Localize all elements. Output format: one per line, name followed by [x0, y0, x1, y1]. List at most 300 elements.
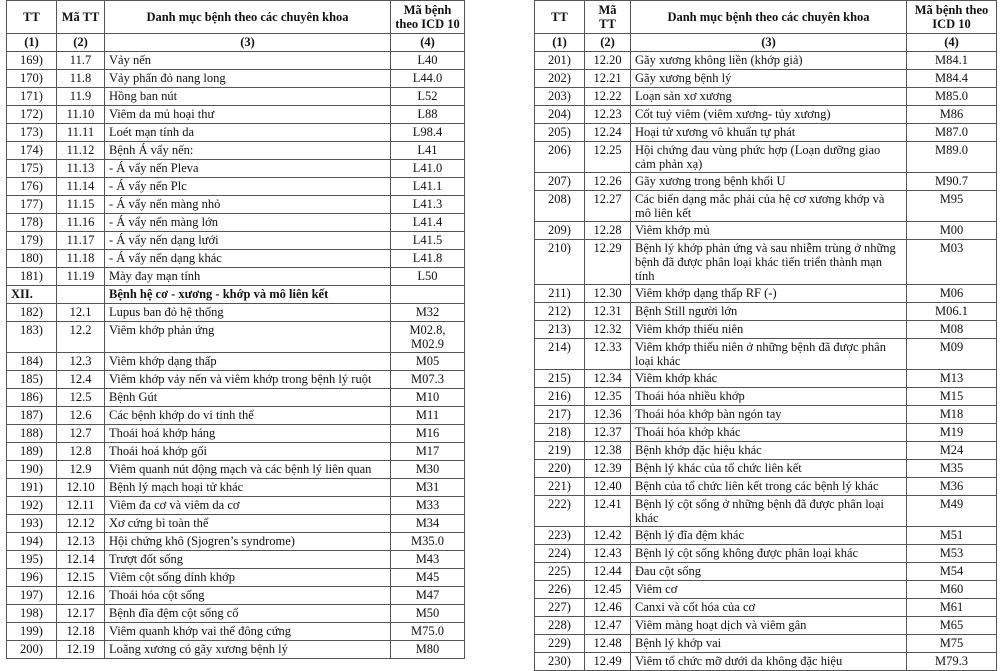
- cell-icd-code: L52: [391, 88, 465, 106]
- cell-ma-tt: 11.7: [57, 52, 105, 70]
- cell-ma-tt: [57, 286, 105, 304]
- cell-tt: 212): [535, 303, 585, 321]
- cell-tt: 201): [535, 52, 585, 70]
- cell-ma-tt: 12.42: [585, 527, 631, 545]
- cell-disease-name: Bệnh lý cột sống ở những bệnh đã được phân loại khác: [631, 496, 907, 527]
- icd-table-right: [534, 0, 997, 671]
- cell-disease-name: Viêm cơ: [631, 581, 907, 599]
- cell-tt: 229): [535, 635, 585, 653]
- cell-icd-code: M06.1: [907, 303, 997, 321]
- cell-tt: 185): [7, 371, 57, 389]
- cell-tt: 193): [7, 515, 57, 533]
- section-row: [7, 286, 465, 304]
- cell-ma-tt: 12.13: [57, 533, 105, 551]
- cell-disease-name: Xơ cứng bì toàn thể: [105, 515, 391, 533]
- cell-icd-code: M89.0: [907, 142, 997, 173]
- cell-tt: 213): [535, 321, 585, 339]
- cell-ma-tt: 12.37: [585, 424, 631, 442]
- cell-icd-code: M36: [907, 478, 997, 496]
- cell-tt: 217): [535, 406, 585, 424]
- cell-ma-tt: 12.2: [57, 322, 105, 353]
- table-row: [535, 52, 997, 70]
- table-row: [535, 460, 997, 478]
- cell-icd-code: M06: [907, 285, 997, 303]
- cell-disease-name: - Á vẩy nến dạng khác: [105, 250, 391, 268]
- cell-ma-tt: 12.25: [585, 142, 631, 173]
- cell-ma-tt: 12.7: [57, 425, 105, 443]
- cell-tt: 189): [7, 443, 57, 461]
- cell-icd-code: M51: [907, 527, 997, 545]
- cell-icd-code: M30: [391, 461, 465, 479]
- table-row: [535, 563, 997, 581]
- cell-disease-name: - Á vẩy nến Pleva: [105, 160, 391, 178]
- cell-tt: 210): [535, 240, 585, 285]
- cell-tt: 223): [535, 527, 585, 545]
- cell-ma-tt: 12.16: [57, 587, 105, 605]
- cell-disease-name: Đau cột sống: [631, 563, 907, 581]
- cell-icd-code: M49: [907, 496, 997, 527]
- cell-icd-code: M79.3: [907, 653, 997, 671]
- cell-tt: 197): [7, 587, 57, 605]
- table-row: [7, 587, 465, 605]
- cell-tt: 196): [7, 569, 57, 587]
- cell-ma-tt: 12.43: [585, 545, 631, 563]
- cell-ma-tt: 12.39: [585, 460, 631, 478]
- cell-ma-tt: 12.41: [585, 496, 631, 527]
- header-ma-benh: Mã bệnh theo ICD 10: [907, 1, 997, 34]
- cell-icd-code: M32: [391, 304, 465, 322]
- cell-disease-name: Viêm quanh nút động mạch và các bệnh lý liên quan: [105, 461, 391, 479]
- cell-disease-name: Các biến dạng mắc phải của hệ cơ xương khớp và mô liên kết: [631, 191, 907, 222]
- cell-icd-code: M17: [391, 443, 465, 461]
- table-row: [7, 479, 465, 497]
- col-num-4: (4): [907, 34, 997, 52]
- cell-tt: 218): [535, 424, 585, 442]
- cell-tt: 211): [535, 285, 585, 303]
- cell-ma-tt: 12.29: [585, 240, 631, 285]
- table-row: [535, 222, 997, 240]
- cell-ma-tt: 12.18: [57, 623, 105, 641]
- cell-tt: 172): [7, 106, 57, 124]
- cell-disease-name: Viêm màng hoạt dịch và viêm gân: [631, 617, 907, 635]
- col-num-2: (2): [57, 34, 105, 52]
- cell-tt: 187): [7, 407, 57, 425]
- cell-disease-name: Vảy phấn đỏ nang long: [105, 70, 391, 88]
- cell-ma-tt: 12.27: [585, 191, 631, 222]
- cell-icd-code: M33: [391, 497, 465, 515]
- col-num-2: (2): [585, 34, 631, 52]
- cell-disease-name: Lupus ban đỏ hệ thống: [105, 304, 391, 322]
- cell-disease-name: Bệnh Á vẩy nến:: [105, 142, 391, 160]
- cell-ma-tt: 11.19: [57, 268, 105, 286]
- cell-icd-code: M34: [391, 515, 465, 533]
- cell-tt: 216): [535, 388, 585, 406]
- header-tt: TT: [535, 1, 585, 34]
- cell-icd-code: M09: [907, 339, 997, 370]
- table-row: [535, 339, 997, 370]
- table-row: [535, 240, 997, 285]
- table-row: [7, 322, 465, 353]
- cell-tt: 221): [535, 478, 585, 496]
- cell-ma-tt: 12.44: [585, 563, 631, 581]
- table-row: [7, 389, 465, 407]
- cell-disease-name: Bệnh lý cột sống không được phân loại khác: [631, 545, 907, 563]
- cell-disease-name: - Á vẩy nến Plc: [105, 178, 391, 196]
- cell-ma-tt: 12.9: [57, 461, 105, 479]
- table-row: [7, 142, 465, 160]
- cell-tt: 184): [7, 353, 57, 371]
- cell-tt: XII.: [7, 286, 57, 304]
- cell-disease-name: Viêm khớp dạng thấp: [105, 353, 391, 371]
- cell-tt: 174): [7, 142, 57, 160]
- cell-tt: 225): [535, 563, 585, 581]
- table-row: [7, 106, 465, 124]
- cell-disease-name: Viêm khớp vảy nến và viêm khớp trong bệnh lý ruột: [105, 371, 391, 389]
- cell-icd-code: M11: [391, 407, 465, 425]
- table-row: [7, 124, 465, 142]
- table-row: [7, 371, 465, 389]
- cell-tt: 181): [7, 268, 57, 286]
- cell-icd-code: M85.0: [907, 88, 997, 106]
- table-row: [7, 304, 465, 322]
- cell-disease-name: Viêm quanh khớp vai thể đông cứng: [105, 623, 391, 641]
- cell-disease-name: Bệnh lý khác của tổ chức liên kết: [631, 460, 907, 478]
- table-row: [7, 178, 465, 196]
- cell-disease-name: Bệnh khớp đặc hiệu khác: [631, 442, 907, 460]
- cell-icd-code: L41.4: [391, 214, 465, 232]
- cell-ma-tt: 11.18: [57, 250, 105, 268]
- cell-disease-name: Thoái hoá khớp háng: [105, 425, 391, 443]
- table-row: [535, 424, 997, 442]
- cell-icd-code: L88: [391, 106, 465, 124]
- cell-disease-name: Viêm da mủ hoại thư: [105, 106, 391, 124]
- cell-ma-tt: 12.49: [585, 653, 631, 671]
- cell-ma-tt: 12.35: [585, 388, 631, 406]
- cell-tt: 190): [7, 461, 57, 479]
- table-row: [535, 173, 997, 191]
- col-num-1: (1): [535, 34, 585, 52]
- cell-tt: 188): [7, 425, 57, 443]
- cell-icd-code: M75.0: [391, 623, 465, 641]
- header-tt: TT: [7, 1, 57, 34]
- cell-ma-tt: 12.46: [585, 599, 631, 617]
- cell-ma-tt: 12.28: [585, 222, 631, 240]
- cell-tt: 202): [535, 70, 585, 88]
- cell-disease-name: Gãy xương bệnh lý: [631, 70, 907, 88]
- cell-tt: 208): [535, 191, 585, 222]
- table-row: [535, 599, 997, 617]
- cell-tt: 194): [7, 533, 57, 551]
- table-row: [535, 406, 997, 424]
- cell-icd-code: M45: [391, 569, 465, 587]
- cell-icd-code: M13: [907, 370, 997, 388]
- cell-tt: 198): [7, 605, 57, 623]
- header-ma-tt: Mã TT: [585, 1, 631, 34]
- cell-disease-name: Vảy nến: [105, 52, 391, 70]
- cell-icd-code: L98.4: [391, 124, 465, 142]
- table-row: [7, 623, 465, 641]
- cell-ma-tt: 12.22: [585, 88, 631, 106]
- cell-ma-tt: 12.45: [585, 581, 631, 599]
- cell-icd-code: L44.0: [391, 70, 465, 88]
- table-row: [7, 250, 465, 268]
- cell-disease-name: Trượt đốt sống: [105, 551, 391, 569]
- table-row: [535, 88, 997, 106]
- cell-icd-code: M86: [907, 106, 997, 124]
- cell-tt: 191): [7, 479, 57, 497]
- cell-ma-tt: 12.1: [57, 304, 105, 322]
- cell-icd-code: M35: [907, 460, 997, 478]
- cell-disease-name: Loãng xương có gãy xương bệnh lý: [105, 641, 391, 659]
- cell-disease-name: Hội chứng khô (Sjogren’s syndrome): [105, 533, 391, 551]
- cell-icd-code: M31: [391, 479, 465, 497]
- cell-icd-code: M50: [391, 605, 465, 623]
- cell-icd-code: M61: [907, 599, 997, 617]
- cell-icd-code: M35.0: [391, 533, 465, 551]
- cell-disease-name: Hoại tử xương vô khuẩn tự phát: [631, 124, 907, 142]
- table-row: [7, 214, 465, 232]
- cell-disease-name: Loạn sản xơ xương: [631, 88, 907, 106]
- cell-disease-name: Gãy xương không liền (khớp giả): [631, 52, 907, 70]
- cell-icd-code: M10: [391, 389, 465, 407]
- cell-ma-tt: 11.8: [57, 70, 105, 88]
- cell-tt: 206): [535, 142, 585, 173]
- cell-ma-tt: 11.14: [57, 178, 105, 196]
- cell-disease-name: - Á vẩy nến màng nhỏ: [105, 196, 391, 214]
- cell-disease-name: Hồng ban nút: [105, 88, 391, 106]
- cell-icd-code: L41.0: [391, 160, 465, 178]
- cell-disease-name: Bệnh Gút: [105, 389, 391, 407]
- cell-tt: 170): [7, 70, 57, 88]
- cell-ma-tt: 11.13: [57, 160, 105, 178]
- cell-ma-tt: 11.17: [57, 232, 105, 250]
- cell-ma-tt: 12.30: [585, 285, 631, 303]
- table-row: [535, 370, 997, 388]
- table-row: [7, 353, 465, 371]
- table-row: [535, 478, 997, 496]
- cell-disease-name: Viêm khớp mủ: [631, 222, 907, 240]
- cell-tt: 203): [535, 88, 585, 106]
- cell-ma-tt: 11.15: [57, 196, 105, 214]
- cell-disease-name: Thoái hoá khớp gối: [105, 443, 391, 461]
- cell-icd-code: M07.3: [391, 371, 465, 389]
- cell-disease-name: Thoái hóa nhiều khớp: [631, 388, 907, 406]
- table-row: [535, 635, 997, 653]
- cell-disease-name: Viêm khớp khác: [631, 370, 907, 388]
- cell-tt: 177): [7, 196, 57, 214]
- cell-icd-code: M75: [907, 635, 997, 653]
- table-row: [7, 605, 465, 623]
- cell-icd-code: M54: [907, 563, 997, 581]
- cell-disease-name: Viêm khớp thiếu niên: [631, 321, 907, 339]
- cell-ma-tt: 12.32: [585, 321, 631, 339]
- cell-ma-tt: 12.40: [585, 478, 631, 496]
- cell-icd-code: M03: [907, 240, 997, 285]
- cell-tt: 219): [535, 442, 585, 460]
- cell-disease-name: Viêm khớp dạng thấp RF (-): [631, 285, 907, 303]
- cell-icd-code: M02.8, M02.9: [391, 322, 465, 353]
- cell-ma-tt: 12.21: [585, 70, 631, 88]
- cell-ma-tt: 12.36: [585, 406, 631, 424]
- cell-icd-code: M18: [907, 406, 997, 424]
- cell-disease-name: Mày đay mạn tính: [105, 268, 391, 286]
- cell-ma-tt: 11.10: [57, 106, 105, 124]
- table-row: [7, 515, 465, 533]
- table-row: [535, 496, 997, 527]
- cell-ma-tt: 12.15: [57, 569, 105, 587]
- table-row: [7, 160, 465, 178]
- table-row: [7, 551, 465, 569]
- cell-disease-name: - Á vẩy nến dạng lưới: [105, 232, 391, 250]
- cell-ma-tt: 12.11: [57, 497, 105, 515]
- header-ma-tt: Mã TT: [57, 1, 105, 34]
- cell-ma-tt: 12.24: [585, 124, 631, 142]
- cell-ma-tt: 12.8: [57, 443, 105, 461]
- table-row: [7, 268, 465, 286]
- table-row: [7, 52, 465, 70]
- cell-tt: 214): [535, 339, 585, 370]
- table-row: [535, 142, 997, 173]
- cell-disease-name: Bệnh hệ cơ - xương - khớp và mô liên kết: [105, 286, 391, 304]
- cell-disease-name: Viêm cột sống dính khớp: [105, 569, 391, 587]
- cell-icd-code: M16: [391, 425, 465, 443]
- table-row: [535, 442, 997, 460]
- table-row: [535, 303, 997, 321]
- table-row: [7, 196, 465, 214]
- table-row: [7, 232, 465, 250]
- cell-icd-code: L41.3: [391, 196, 465, 214]
- cell-tt: 205): [535, 124, 585, 142]
- table-row: [7, 88, 465, 106]
- cell-disease-name: Cốt tuỷ viêm (viêm xương- tủy xương): [631, 106, 907, 124]
- cell-icd-code: L41: [391, 142, 465, 160]
- cell-icd-code: M15: [907, 388, 997, 406]
- table-row: [535, 527, 997, 545]
- table-row: [7, 461, 465, 479]
- table-row: [535, 388, 997, 406]
- cell-ma-tt: 12.31: [585, 303, 631, 321]
- cell-ma-tt: 12.34: [585, 370, 631, 388]
- cell-icd-code: L41.1: [391, 178, 465, 196]
- cell-disease-name: Loét mạn tính da: [105, 124, 391, 142]
- cell-tt: 230): [535, 653, 585, 671]
- cell-tt: 179): [7, 232, 57, 250]
- cell-tt: 180): [7, 250, 57, 268]
- cell-ma-tt: 12.19: [57, 641, 105, 659]
- cell-disease-name: Bệnh Still người lớn: [631, 303, 907, 321]
- cell-icd-code: L40: [391, 52, 465, 70]
- icd-table-left: [6, 0, 465, 659]
- table-row: [535, 124, 997, 142]
- cell-tt: 227): [535, 599, 585, 617]
- col-num-4: (4): [391, 34, 465, 52]
- cell-ma-tt: 12.5: [57, 389, 105, 407]
- cell-tt: 199): [7, 623, 57, 641]
- table-row: [535, 70, 997, 88]
- table-row: [7, 407, 465, 425]
- cell-ma-tt: 12.14: [57, 551, 105, 569]
- table-row: [535, 106, 997, 124]
- cell-disease-name: Thoái hóa khớp khác: [631, 424, 907, 442]
- left-body: [7, 52, 465, 659]
- cell-ma-tt: 12.6: [57, 407, 105, 425]
- cell-disease-name: Các bệnh khớp do vi tinh thể: [105, 407, 391, 425]
- cell-ma-tt: 12.26: [585, 173, 631, 191]
- cell-icd-code: M60: [907, 581, 997, 599]
- cell-tt: 215): [535, 370, 585, 388]
- table-row: [535, 321, 997, 339]
- cell-tt: 169): [7, 52, 57, 70]
- cell-icd-code: M95: [907, 191, 997, 222]
- cell-tt: 173): [7, 124, 57, 142]
- cell-disease-name: Bệnh lý mạch hoại tử khác: [105, 479, 391, 497]
- right-body: [535, 52, 997, 671]
- cell-ma-tt: 12.12: [57, 515, 105, 533]
- header-danh-muc: Danh mục bệnh theo các chuyên khoa: [105, 1, 391, 34]
- cell-tt: 220): [535, 460, 585, 478]
- header-danh-muc: Danh mục bệnh theo các chuyên khoa: [631, 1, 907, 34]
- cell-disease-name: Viêm tổ chức mỡ dưới da không đặc hiệu: [631, 653, 907, 671]
- cell-icd-code: M80: [391, 641, 465, 659]
- cell-tt: 186): [7, 389, 57, 407]
- col-num-3: (3): [631, 34, 907, 52]
- cell-icd-code: L41.8: [391, 250, 465, 268]
- table-row: [535, 581, 997, 599]
- table-row: [535, 191, 997, 222]
- table-row: [535, 285, 997, 303]
- column-number-row: [535, 34, 997, 52]
- cell-icd-code: M43: [391, 551, 465, 569]
- cell-icd-code: M90.7: [907, 173, 997, 191]
- table-row: [535, 617, 997, 635]
- table-row: [7, 497, 465, 515]
- cell-icd-code: M08: [907, 321, 997, 339]
- cell-icd-code: M84.4: [907, 70, 997, 88]
- table-row: [535, 653, 997, 671]
- cell-icd-code: M53: [907, 545, 997, 563]
- table-row: [535, 545, 997, 563]
- cell-icd-code: L41.5: [391, 232, 465, 250]
- header-row: [535, 1, 997, 34]
- table-row: [7, 569, 465, 587]
- cell-tt: 171): [7, 88, 57, 106]
- cell-ma-tt: 12.33: [585, 339, 631, 370]
- cell-ma-tt: 12.4: [57, 371, 105, 389]
- table-row: [7, 533, 465, 551]
- cell-ma-tt: 11.9: [57, 88, 105, 106]
- cell-ma-tt: 11.12: [57, 142, 105, 160]
- cell-tt: 200): [7, 641, 57, 659]
- cell-ma-tt: 12.20: [585, 52, 631, 70]
- cell-tt: 195): [7, 551, 57, 569]
- cell-disease-name: Viêm khớp phản ứng: [105, 322, 391, 353]
- cell-icd-code: M19: [907, 424, 997, 442]
- table-row: [7, 425, 465, 443]
- cell-icd-code: M24: [907, 442, 997, 460]
- table-row: [7, 70, 465, 88]
- header-row: [7, 1, 465, 34]
- cell-icd-code: M87.0: [907, 124, 997, 142]
- cell-ma-tt: 12.17: [57, 605, 105, 623]
- cell-disease-name: Hội chứng đau vùng phức hợp (Loạn dưỡng giao cảm phản xạ): [631, 142, 907, 173]
- cell-icd-code: L50: [391, 268, 465, 286]
- cell-tt: 175): [7, 160, 57, 178]
- header-ma-benh: Mã bệnh theo ICD 10: [391, 1, 465, 34]
- cell-disease-name: Canxi và cốt hóa của cơ: [631, 599, 907, 617]
- cell-ma-tt: 12.48: [585, 635, 631, 653]
- cell-tt: 176): [7, 178, 57, 196]
- cell-icd-code: M65: [907, 617, 997, 635]
